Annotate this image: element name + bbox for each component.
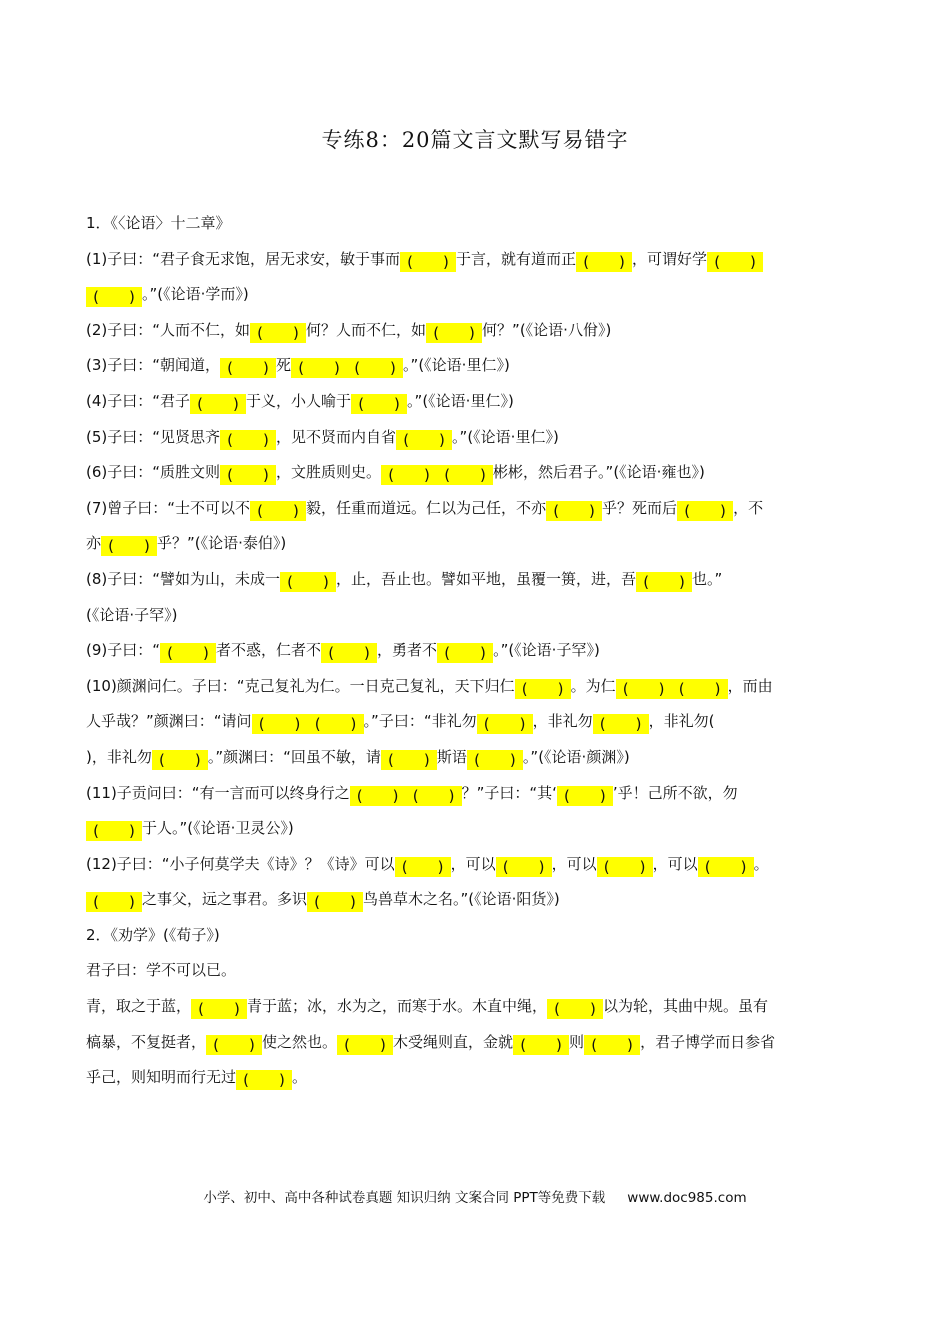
text-line [86,455,866,491]
text-line [86,348,866,384]
line-text: 使之然也。 [262,1032,338,1051]
line-text: 。”(《论语·子罕》) [493,641,600,660]
text-line [86,776,866,812]
line-text: 。 [753,854,769,873]
text-line [86,669,866,705]
text-line [86,989,866,1025]
answer-blank[interactable]: ( ) [477,714,533,734]
text-line [86,1060,866,1096]
line-text: 于人。”(《论语·卫灵公》) [142,819,294,838]
line-text: 之事父，远之事君。多识 [142,890,308,909]
line-text: (10)颜渊问仁。子曰：“克己复礼为仁。一日克己复礼，天下归仁 [86,676,515,695]
line-text: 何？”(《论语·八佾》) [482,320,612,339]
line-text: 。 [292,1068,308,1087]
line-text: (12)子曰：“小子何莫学夫《诗》？《诗》可以 [86,854,395,873]
text-line [86,811,866,847]
text-line [86,526,866,562]
answer-blank[interactable]: ( ) [707,252,763,272]
line-text: 乎？死而后 [602,498,678,517]
answer-blank[interactable]: ( ) [636,572,692,592]
text-line [86,704,866,740]
answer-blank[interactable]: ( ) [515,679,571,699]
footer [0,1186,950,1206]
text-line [86,420,866,456]
answer-blank[interactable]: ( ) [576,252,632,272]
answer-blank[interactable]: ( ) [220,358,276,378]
line-text: 。为仁 [570,676,616,695]
line-text: )，非礼勿 [86,747,152,766]
line-text: 者不惑，仁者不 [216,641,322,660]
answer-blank[interactable]: ( ) [381,750,437,770]
answer-blank[interactable]: ( ) [437,465,493,485]
text-line [86,277,866,313]
line-text: 槁暴，不复挺者， [86,1032,207,1051]
answer-blank[interactable]: ( ) [308,714,364,734]
text-line [86,633,866,669]
line-text: 何？人而不仁，如 [306,320,427,339]
line-text: (6)子曰：“质胜文则 [86,463,221,482]
line-text: ，不 [733,498,764,517]
answer-blank[interactable]: ( ) [698,857,754,877]
answer-blank[interactable]: ( ) [191,999,247,1019]
line-text: (1)子曰：“君子食无求饱，居无求安，敏于事而 [86,249,401,268]
text-line [86,242,866,278]
line-text: 亦 [86,534,102,553]
line-text: 于义，小人喻于 [246,391,352,410]
line-text: 人乎哉？”颜渊曰：“请问 [86,712,252,731]
answer-blank[interactable]: ( ) [291,358,347,378]
line-text: 乎己，则知明而行无过 [86,1068,237,1087]
answer-blank[interactable]: ( ) [236,1070,292,1090]
line-text: ？”子曰：“其‘ [461,783,557,802]
answer-blank[interactable]: ( ) [546,501,602,521]
answer-blank[interactable]: ( ) [86,892,142,912]
answer-blank[interactable]: ( ) [593,714,649,734]
line-text: 死 [276,356,292,375]
text-line [86,847,866,883]
text-line [86,491,866,527]
line-text: (《论语·子罕》) [86,605,178,624]
answer-blank[interactable]: ( ) [220,430,276,450]
page-title: 专练8：20篇文言文默写易错字 [321,128,629,152]
line-text: ，可以 [450,854,496,873]
line-text: ，见不贤而内自省 [276,427,397,446]
answer-blank[interactable]: ( ) [350,786,406,806]
answer-blank[interactable]: ( ) [406,786,462,806]
line-text: ，非礼勿 [532,712,593,731]
answer-blank[interactable]: ( ) [395,857,451,877]
line-text: (7)曾子曰：“士不可以不 [86,498,251,517]
answer-blank[interactable]: ( ) [220,465,276,485]
line-text: 。”(《论语·颜渊》) [522,747,630,766]
answer-blank[interactable]: ( ) [101,536,157,556]
answer-blank[interactable]: ( ) [206,1035,262,1055]
answer-blank[interactable]: ( ) [584,1035,640,1055]
answer-blank[interactable]: ( ) [381,465,437,485]
text-line [86,953,866,989]
line-text: ，君子博学而日参省 [640,1032,776,1051]
section-heading [86,918,866,954]
line-text: (11)子贡问曰：“有一言而可以终身行之 [86,783,350,802]
line-text: ，而由 [727,676,773,695]
footer-text: 小学、初中、高中各种试卷真题 知识归纳 文案合同 PPT等免费下载 [203,1190,606,1206]
answer-blank[interactable]: ( ) [86,287,142,307]
line-text: 。”(《论语·里仁》) [407,391,514,410]
line-text: (8)子曰：“譬如为山，未成一 [86,569,281,588]
line-text: 1．《〈论语〉十二章》 [86,214,231,232]
answer-blank[interactable]: ( ) [547,999,603,1019]
answer-blank[interactable]: ( ) [557,786,613,806]
answer-blank[interactable]: ( ) [337,1035,393,1055]
line-text: (9)子曰：“ [86,641,161,660]
answer-blank[interactable]: ( ) [351,394,407,414]
line-text: ，可谓好学 [632,249,708,268]
line-text: 也。” [692,569,723,588]
line-text: 则 [569,1032,585,1051]
line-text: ，勇者不 [377,641,438,660]
line-text: (4)子曰：“君子 [86,391,191,410]
line-text: (3)子曰：“朝闻道， [86,356,221,375]
answer-blank[interactable]: ( ) [677,501,733,521]
line-text: 以为轮，其曲中规。虽有 [603,997,769,1016]
section-heading [86,206,866,242]
line-text: 。”(《论语·里仁》) [452,427,559,446]
answer-blank[interactable]: ( ) [160,643,216,663]
text-line [86,1025,866,1061]
line-text: ’乎！己所不欲，勿 [612,783,738,802]
line-text: 毅，任重而道远。仁以为己任，不亦 [306,498,547,517]
line-text: ，可以 [652,854,698,873]
answer-blank[interactable]: ( ) [321,643,377,663]
answer-blank[interactable]: ( ) [307,892,363,912]
line-text: 。”颜渊曰：“回虽不敏，请 [207,747,381,766]
line-text: 于言，就有道而正 [456,249,577,268]
text-line [86,562,866,598]
answer-blank[interactable]: ( ) [250,501,306,521]
answer-blank[interactable]: ( ) [400,252,456,272]
text-line [86,740,866,776]
answer-blank[interactable]: ( ) [616,679,672,699]
answer-blank[interactable]: ( ) [597,857,653,877]
answer-blank[interactable]: ( ) [152,750,208,770]
line-text: (5)子曰：“见贤思齐 [86,427,221,446]
line-text: 彬彬，然后君子。”(《论语·雍也》) [493,463,705,482]
answer-blank[interactable]: ( ) [86,821,142,841]
line-text: 君子曰：学不可以已。 [86,961,237,980]
line-text: 。”(《论语·里仁》) [403,356,510,375]
answer-blank[interactable]: ( ) [396,430,452,450]
text-line [86,384,866,420]
text-line [86,882,866,918]
line-text: 乎？”(《论语·泰伯》) [157,534,287,553]
answer-blank[interactable]: ( ) [467,750,523,770]
text-line [86,598,866,634]
answer-blank[interactable]: ( ) [347,358,403,378]
line-text: 2．《劝学》(《荀子》) [86,925,220,944]
line-text: ，非礼勿 [648,712,709,731]
line-text: (2)子曰：“人而不仁，如 [86,320,251,339]
line-text: ，可以 [551,854,597,873]
line-text: ( [708,712,715,731]
line-text: 。”(《论语·学而》) [142,285,249,304]
answer-blank[interactable]: ( ) [672,679,728,699]
exercise-content [86,206,866,1096]
line-text: 斯语 [436,747,467,766]
answer-blank[interactable]: ( ) [252,714,308,734]
line-text: 青，取之于蓝， [86,997,192,1016]
answer-blank[interactable]: ( ) [496,857,552,877]
text-line [86,313,866,349]
line-text: 木受绳则直，金就 [393,1032,514,1051]
line-text: ，止，吾止也。譬如平地，虽覆一篑，进，吾 [336,569,637,588]
line-text: 鸟兽草木之名。”(《论语·阳货》) [363,890,560,909]
answer-blank[interactable]: ( ) [426,323,482,343]
footer-url: www.doc985.com [627,1190,747,1206]
line-text: ，文胜质则史。 [276,463,382,482]
answer-blank[interactable]: ( ) [513,1035,569,1055]
line-text: 青于蓝；冰，水为之，而寒于水。木直中绳， [247,997,548,1016]
line-text: 。”子曰：“非礼勿 [363,712,477,731]
answer-blank[interactable]: ( ) [190,394,246,414]
answer-blank[interactable]: ( ) [280,572,336,592]
answer-blank[interactable]: ( ) [437,643,493,663]
answer-blank[interactable]: ( ) [250,323,306,343]
